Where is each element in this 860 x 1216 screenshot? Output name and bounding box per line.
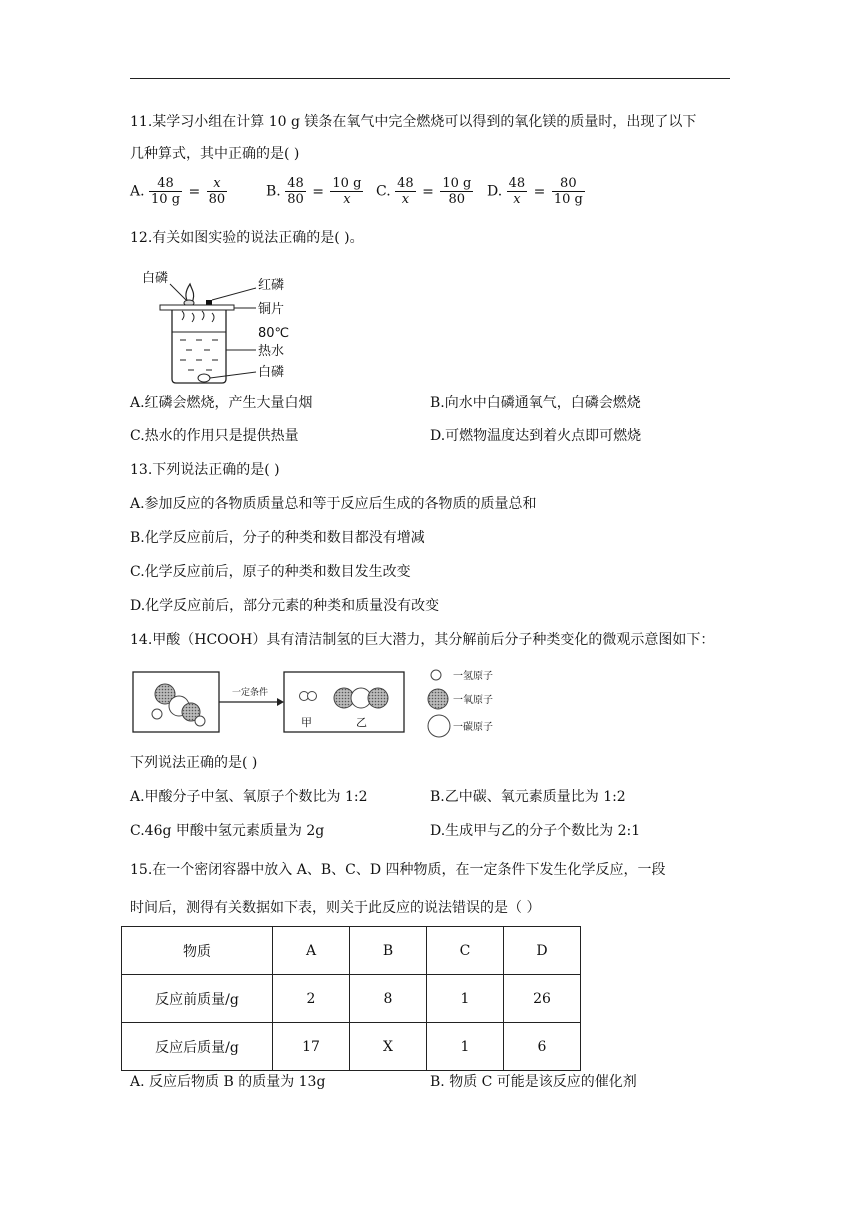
table-cell: 1 (427, 975, 504, 1023)
q14-option-b[interactable]: B.乙中碳、氧元素质量比为 1:2 (430, 789, 626, 805)
table-header-cell: A (273, 927, 350, 975)
table-header-cell: 物质 (122, 927, 273, 975)
q14-option-a[interactable]: A.甲酸分子中氢、氧原子个数比为 1:2 (130, 789, 368, 805)
q12-stem: 12.有关如图实验的说法正确的是( )。 (130, 230, 364, 246)
fraction: $\frac{10 g}{x}$ (332, 176, 362, 207)
q14-option-c[interactable]: C.46g 甲酸中氢元素质量为 2g (130, 823, 325, 839)
hydrogen-atom-icon (431, 670, 441, 680)
table-header-cell: B (350, 927, 427, 975)
table-cell: 8 (350, 975, 427, 1023)
q13-option-c[interactable]: C.化学反应前后，原子的种类和数目发生改变 (130, 564, 411, 580)
table-row (122, 1023, 581, 1071)
oxygen-atom-icon (428, 689, 448, 709)
white-phosphorus-underwater (198, 374, 210, 382)
equals-sign: = (422, 183, 434, 200)
carbon-atom-icon (428, 715, 450, 737)
legend-hydrogen: 一氢原子 (453, 671, 493, 682)
label-red-phosphorus: 红磷 (258, 278, 285, 293)
q15-stem-line1: 15.在一个密闭容器中放入 A、B、C、D 四种物质，在一定条件下发生化学反应，一段 (130, 862, 666, 878)
fraction: $\frac{48}{x}$ (508, 176, 526, 207)
q11-option-c[interactable] (376, 176, 473, 207)
mass-data-table (121, 926, 581, 1071)
q12-option-a[interactable]: A.红磷会燃烧，产生大量白烟 (130, 395, 313, 411)
q14-sub-stem: 下列说法正确的是( ) (130, 755, 258, 771)
option-label: D. (487, 183, 503, 200)
table-cell: 6 (504, 1023, 581, 1071)
q13-option-a[interactable]: A.参加反应的各物质质量总和等于反应后生成的各物质的质量总和 (130, 496, 537, 512)
header-rule (130, 78, 730, 79)
fraction: $\frac{48}{x}$ (397, 176, 414, 207)
fraction: $\frac{48}{80}$ (287, 176, 304, 207)
q11-option-b[interactable] (266, 176, 363, 207)
q11-option-d[interactable] (487, 176, 585, 207)
q11-option-a[interactable] (130, 176, 227, 207)
label-jia: 甲 (301, 716, 312, 729)
option-label: A. (130, 183, 145, 200)
legend-carbon: 一碳原子 (453, 722, 493, 733)
combustion-experiment-figure (138, 262, 298, 386)
label-yi: 乙 (356, 716, 367, 729)
molecule-diagram (131, 664, 531, 742)
copper-plate (160, 305, 234, 310)
table-cell: 17 (273, 1023, 350, 1071)
table-cell: 反应前质量/g (122, 975, 273, 1023)
table-header-cell: C (427, 927, 504, 975)
q12-option-b[interactable]: B.向水中白磷通氧气，白磷会燃烧 (430, 395, 641, 411)
table-row (122, 975, 581, 1023)
table-cell: X (350, 1023, 427, 1071)
q14-stem: 14.甲酸（HCOOH）具有清洁制氢的巨大潜力，其分解前后分子种类变化的微观示意图如下： (130, 632, 715, 648)
q15-option-b[interactable]: B. 物质 C 可能是该反应的催化剂 (430, 1074, 637, 1090)
label-hot-water: 热水 (258, 344, 285, 359)
q12-option-c[interactable]: C.热水的作用只是提供热量 (130, 428, 299, 444)
table-header-cell: D (504, 927, 581, 975)
q12-option-d[interactable]: D.可燃物温度达到着火点即可燃烧 (430, 428, 642, 444)
option-label: B. (266, 183, 281, 200)
table-cell: 26 (504, 975, 581, 1023)
equals-sign: = (533, 183, 546, 200)
q15-option-a[interactable]: A. 反应后物质 B 的质量为 13g (130, 1074, 326, 1090)
label-copper-plate: 铜片 (258, 302, 285, 317)
q15-stem-line2: 时间后，测得有关数据如下表，则关于此反应的说法错误的是（ ） (130, 900, 541, 916)
q13-option-d[interactable]: D.化学反应前后，部分元素的种类和质量没有改变 (130, 598, 440, 614)
table-header-row (122, 927, 581, 975)
fraction: $\frac{80}{10 g}$ (553, 176, 583, 207)
fraction: $\frac{10 g}{80}$ (442, 176, 472, 207)
reaction-condition: 一定条件 (232, 688, 269, 698)
equals-sign: = (188, 183, 201, 200)
fraction: $\frac{x}{80}$ (208, 176, 226, 207)
q11-stem-line1: 11.某学习小组在计算 10 g 镁条在氧气中完全燃烧可以得到的氧化镁的质量时，出现了以下 (130, 114, 697, 130)
option-label: C. (376, 183, 391, 200)
fraction: $\frac{48}{10 g}$ (151, 176, 181, 207)
label-white-phosphorus-top: 白磷 (142, 271, 169, 286)
table-cell: 2 (273, 975, 350, 1023)
label-white-phosphorus-bottom: 白磷 (258, 365, 285, 380)
equals-sign: = (312, 183, 324, 200)
table-cell: 1 (427, 1023, 504, 1071)
q14-option-d[interactable]: D.生成甲与乙的分子个数比为 2:1 (430, 823, 641, 839)
red-phosphorus (206, 300, 212, 305)
label-temperature: 80℃ (258, 326, 290, 341)
q13-option-b[interactable]: B.化学反应前后，分子的种类和数目都没有增减 (130, 530, 425, 546)
legend-oxygen: 一氧原子 (453, 695, 493, 706)
q13-stem: 13.下列说法正确的是( ) (130, 462, 280, 478)
beaker (172, 310, 226, 383)
q11-stem-line2: 几种算式，其中正确的是( ) (130, 146, 300, 162)
table-cell: 反应后质量/g (122, 1023, 273, 1071)
